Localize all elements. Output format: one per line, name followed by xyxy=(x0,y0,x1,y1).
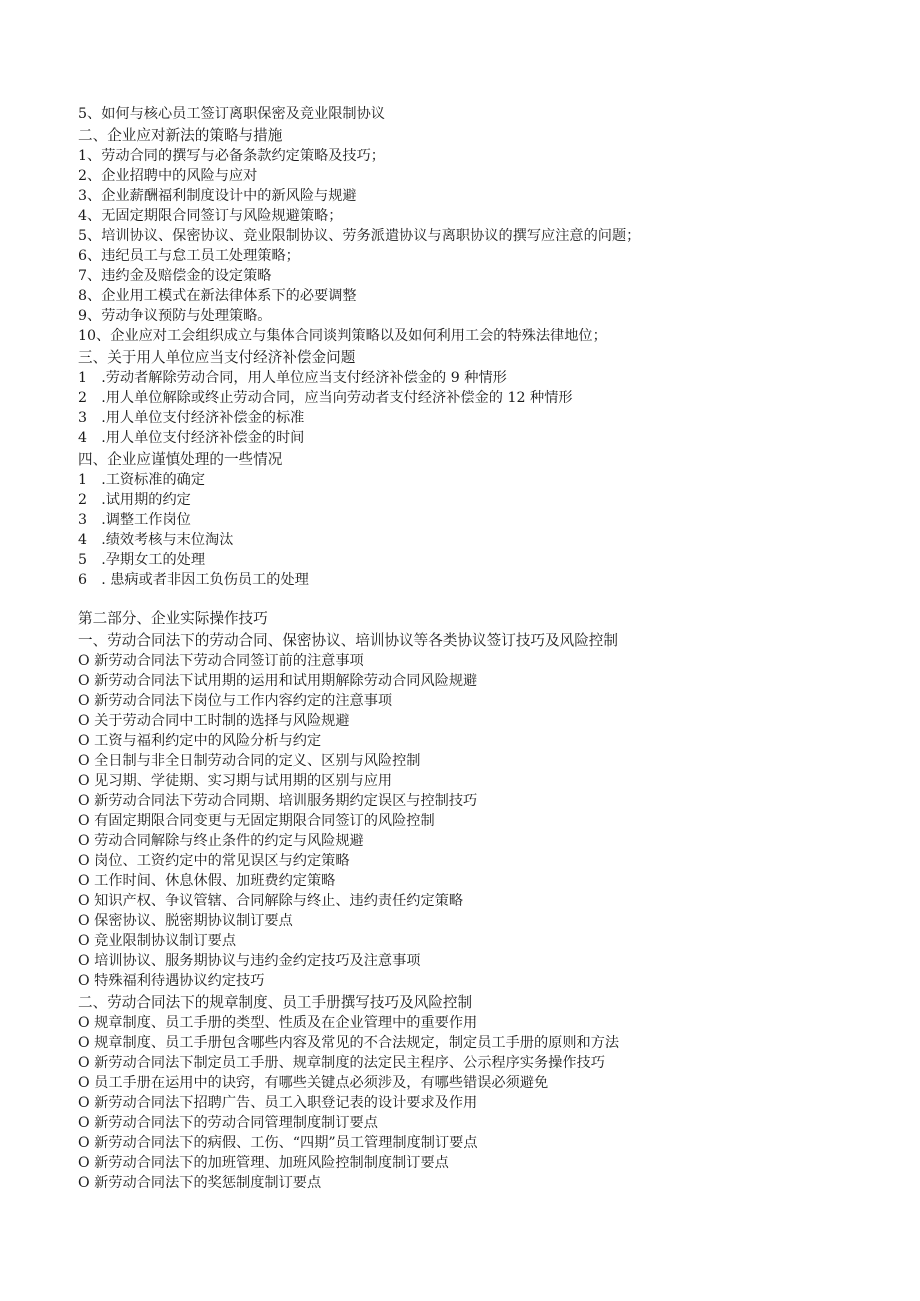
bullet-item: O 知识产权、争议管辖、合同解除与终止、违约责任约定策略 xyxy=(78,893,464,909)
bullet-item: O 有固定期限合同变更与无固定期限合同签订的风险控制 xyxy=(78,813,435,829)
bullet-item: O 新劳动合同法下的奖惩制度制订要点 xyxy=(78,1175,322,1191)
list-item: 5 .孕期女工的处理 xyxy=(78,552,206,568)
list-item: 4 .用人单位支付经济补偿金的时间 xyxy=(78,430,305,446)
bullet-item: O 新劳动合同法下的劳动合同管理制度制订要点 xyxy=(78,1115,378,1131)
bullet-item: O 见习期、学徒期、实习期与试用期的区别与应用 xyxy=(78,773,393,789)
list-item: 8、企业用工模式在新法律体系下的必要调整 xyxy=(78,288,357,304)
section-heading: 二、企业应对新法的策略与措施 xyxy=(78,127,283,144)
bullet-item: O 新劳动合同法下制定员工手册、规章制度的法定民主程序、公示程序实务操作技巧 xyxy=(78,1055,605,1071)
list-item: 3 .用人单位支付经济补偿金的标准 xyxy=(78,410,305,426)
list-item: 4、无固定期限合同签订与风险规避策略； xyxy=(78,208,343,224)
bullet-item: O 培训协议、服务期协议与违约金约定技巧及注意事项 xyxy=(78,953,421,969)
bullet-item: O 新劳动合同法下劳动合同期、培训服务期约定误区与控制技巧 xyxy=(78,793,478,809)
bullet-item: O 劳动合同解除与终止条件的约定与风险规避 xyxy=(78,833,364,849)
bullet-item: O 特殊福利待遇协议约定技巧 xyxy=(78,973,265,989)
list-item: 4 .绩效考核与末位淘汰 xyxy=(78,532,234,548)
document-body xyxy=(78,104,898,1193)
bullet-item: O 规章制度、员工手册的类型、性质及在企业管理中的重要作用 xyxy=(78,1015,478,1031)
bullet-item: O 新劳动合同法下劳动合同签订前的注意事项 xyxy=(78,653,364,669)
bullet-item: O 新劳动合同法下的病假、工伤、“四期”员工管理制度制订要点 xyxy=(78,1135,478,1151)
bullet-item: O 岗位、工资约定中的常见误区与约定策略 xyxy=(78,853,350,869)
bullet-item: O 工作时间、休息休假、加班费约定策略 xyxy=(78,873,336,889)
bullet-item: O 保密协议、脱密期协议制订要点 xyxy=(78,913,293,929)
bullet-item: O 竞业限制协议制订要点 xyxy=(78,933,237,949)
list-item: 6、违纪员工与怠工员工处理策略； xyxy=(78,248,300,264)
list-item: 1、劳动合同的撰写与必备条款约定策略及技巧； xyxy=(78,148,385,164)
bullet-item: O 新劳动合同法下的加班管理、加班风险控制制度制订要点 xyxy=(78,1155,449,1171)
list-item: 10、企业应对工会组织成立与集体合同谈判策略以及如何利用工会的特殊法律地位； xyxy=(78,328,607,344)
section-heading: 二、劳动合同法下的规章制度、员工手册撰写技巧及风险控制 xyxy=(78,994,473,1011)
list-item: 5、如何与核心员工签订离职保密及竞业限制协议 xyxy=(78,106,385,122)
list-item: 7、违约金及赔偿金的设定策略 xyxy=(78,268,272,284)
list-item: 2 .用人单位解除或终止劳动合同，应当向劳动者支付经济补偿金的 12 种情形 xyxy=(78,390,573,406)
section-heading: 四、企业应谨慎处理的一些情况 xyxy=(78,451,283,468)
bullet-item: O 新劳动合同法下试用期的运用和试用期解除劳动合同风险规避 xyxy=(78,673,478,689)
bullet-item: O 新劳动合同法下岗位与工作内容约定的注意事项 xyxy=(78,693,393,709)
list-item: 3 .调整工作岗位 xyxy=(78,512,191,528)
list-item: 1 .工资标准的确定 xyxy=(78,472,206,488)
list-item: 1 .劳动者解除劳动合同，用人单位应当支付经济补偿金的 9 种情形 xyxy=(78,370,507,386)
section-heading: 三、关于用人单位应当支付经济补偿金问题 xyxy=(78,349,356,366)
bullet-item: O 规章制度、员工手册包含哪些内容及常见的不合法规定，制定员工手册的原则和方法 xyxy=(78,1035,620,1051)
bullet-item: O 全日制与非全日制劳动合同的定义、区别与风险控制 xyxy=(78,753,421,769)
bullet-item: O 新劳动合同法下招聘广告、员工入职登记表的设计要求及作用 xyxy=(78,1095,478,1111)
list-item: 9、劳动争议预防与处理策略。 xyxy=(78,308,272,324)
list-item: 2、企业招聘中的风险与应对 xyxy=(78,168,258,184)
list-item: 5、培训协议、保密协议、竞业限制协议、劳务派遣协议与离职协议的撰写应注意的问题； xyxy=(78,228,641,244)
bullet-item: O 工资与福利约定中的风险分析与约定 xyxy=(78,733,322,749)
bullet-item: O 关于劳动合同中工时制的选择与风险规避 xyxy=(78,713,350,729)
list-item: 6 . 患病或者非因工负伤员工的处理 xyxy=(78,572,309,588)
bullet-item: O 员工手册在运用中的诀窍，有哪些关键点必须涉及，有哪些错误必须避免 xyxy=(78,1075,549,1091)
section-heading: 一、劳动合同法下的劳动合同、保密协议、培训协议等各类协议签订技巧及风险控制 xyxy=(78,632,618,649)
list-item: 2 .试用期的约定 xyxy=(78,492,191,508)
list-item: 3、企业薪酬福利制度设计中的新风险与规避 xyxy=(78,188,357,204)
section-heading: 第二部分、企业实际操作技巧 xyxy=(78,610,268,627)
